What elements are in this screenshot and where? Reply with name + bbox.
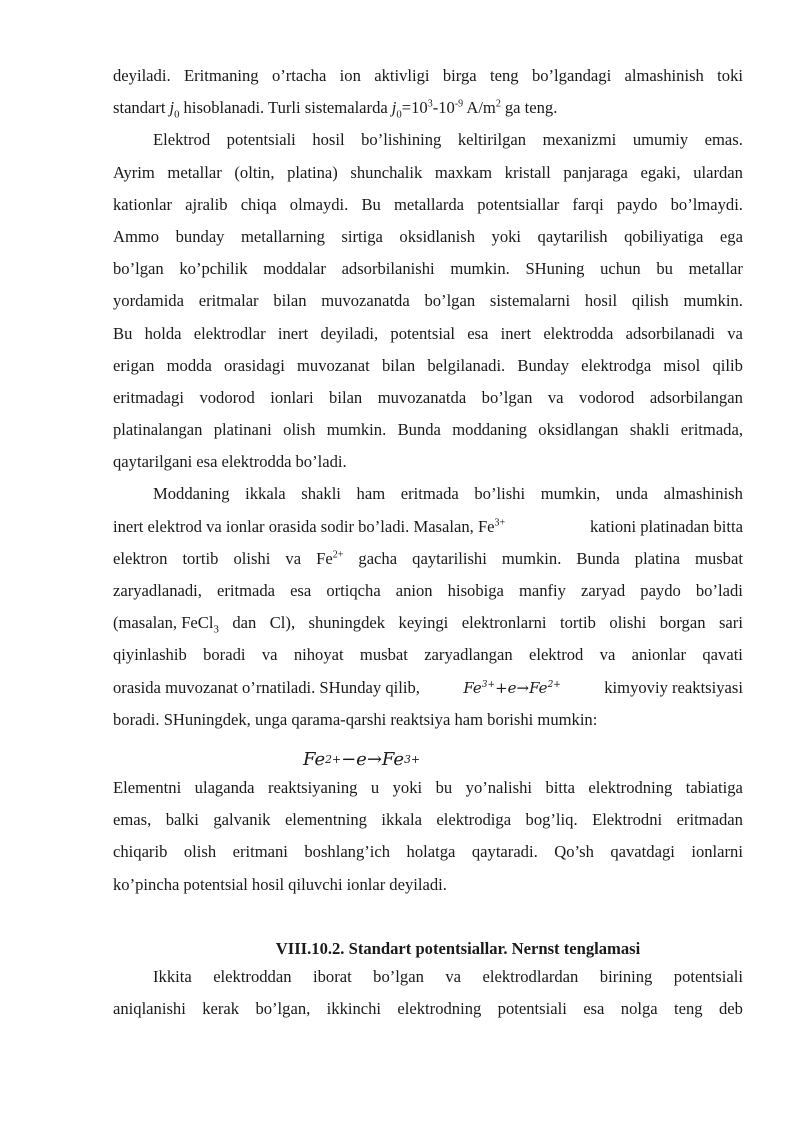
word: olmaydi. xyxy=(289,194,349,214)
word: muvozanatda xyxy=(321,291,410,311)
word: ion xyxy=(339,66,361,85)
word: elektrodning xyxy=(588,777,673,797)
word: Ayrim xyxy=(113,162,155,182)
word: nihoyat xyxy=(293,645,344,665)
word: ga teng. xyxy=(504,98,558,118)
word: misol xyxy=(663,355,701,375)
word: bo’lgan, xyxy=(255,998,311,1018)
word: Eritmaning xyxy=(183,66,259,85)
word: hosil xyxy=(251,874,285,894)
text-line xyxy=(113,581,743,613)
word: qilish xyxy=(631,291,669,311)
reaction-formula-inline: $Fe^{3+}+e\to Fe^{2+}$ xyxy=(463,678,561,697)
word: ajralib xyxy=(185,194,228,214)
word: tabiatiga xyxy=(685,777,743,797)
word: holatga xyxy=(406,842,456,862)
word: sistemalarni xyxy=(489,291,571,311)
word: bilan xyxy=(273,291,307,311)
word: bunday xyxy=(175,226,225,246)
word: elektron xyxy=(113,548,168,568)
word: Bu xyxy=(361,194,381,214)
word: elementning xyxy=(284,810,367,830)
text-line xyxy=(113,420,743,452)
word: keltirilgan xyxy=(457,130,527,150)
word: muvozanat xyxy=(296,355,370,375)
word: bo’lishining xyxy=(361,130,442,150)
section-heading: VIII.10.2. Standart potentsiallar. Nernst tenglamasi xyxy=(275,938,641,958)
word: muvozanatda xyxy=(377,387,467,407)
word: boradi xyxy=(203,645,246,665)
word: tortib xyxy=(182,548,219,568)
word: platinalangan xyxy=(113,420,203,440)
word: orasidagi xyxy=(223,355,285,375)
word: birining xyxy=(599,966,653,986)
word: ega xyxy=(719,226,743,246)
word: umumiy xyxy=(632,130,689,150)
word: potentsiali xyxy=(497,998,567,1018)
word: bog’liq. xyxy=(525,810,578,830)
word: shuningdek xyxy=(308,613,386,633)
word: sirtiga xyxy=(341,226,383,246)
word: va xyxy=(261,645,278,665)
word: belgilanadi. xyxy=(427,355,506,375)
word: emas, xyxy=(113,810,152,830)
word: Cl), xyxy=(269,613,296,633)
text-line xyxy=(113,967,743,999)
word: metallarda xyxy=(394,194,465,214)
text-line xyxy=(113,842,743,874)
word: zaryadlangan xyxy=(424,645,513,665)
word: elektrodlardan xyxy=(482,966,579,986)
word: paydo xyxy=(616,194,658,214)
word: platina) xyxy=(287,162,338,182)
text-line xyxy=(113,163,743,195)
word: olishi xyxy=(609,613,647,633)
word: qaytarilgani xyxy=(113,452,193,472)
word: esa xyxy=(196,452,218,472)
word: ionlar xyxy=(346,874,386,894)
word: aktivligi xyxy=(374,66,430,85)
text-line xyxy=(113,452,743,484)
word: ulardan xyxy=(693,162,743,182)
text-line xyxy=(113,875,743,907)
word: birga xyxy=(442,66,477,85)
word: ko’pincha xyxy=(113,874,180,894)
word: zaryadlanadi, xyxy=(113,581,202,600)
word: ikkala xyxy=(245,484,286,504)
word: vodorod xyxy=(199,387,255,407)
word: olish xyxy=(283,420,316,440)
text-line xyxy=(113,98,743,130)
text-line xyxy=(113,484,743,516)
word: chiqa xyxy=(240,194,277,214)
word: galvanik xyxy=(213,810,271,830)
word: shakli xyxy=(629,420,670,440)
fe2-ion: $Fe^{2+}$ xyxy=(316,548,344,568)
word: tortib xyxy=(559,613,596,633)
text-line xyxy=(113,517,743,549)
word: bu xyxy=(435,777,453,797)
word: qaytarilish xyxy=(537,226,608,246)
word: elektrodning xyxy=(397,998,482,1018)
word: shakli xyxy=(301,484,341,504)
reaction-formula: Fe 2+ −e→Fe 3+ xyxy=(303,749,420,771)
word: reaktsiyaning xyxy=(268,777,358,797)
word: Elektrodni xyxy=(592,810,663,830)
word: esa xyxy=(583,998,605,1018)
word: moddaning xyxy=(452,420,527,440)
word: elektronlarni xyxy=(461,613,547,633)
word: Elektrod xyxy=(153,130,211,150)
word: kerak xyxy=(202,998,240,1018)
word: paydo xyxy=(640,581,681,600)
word: potentsiali xyxy=(673,966,743,986)
word: Bu xyxy=(113,323,133,343)
text-line xyxy=(113,388,743,420)
word: yordamida xyxy=(113,291,184,311)
word: teng xyxy=(674,998,703,1018)
word: qilib xyxy=(712,355,743,375)
word: qavati xyxy=(702,645,743,665)
word: iborat xyxy=(312,966,352,986)
word: qiluvchi xyxy=(288,874,343,894)
word: almashinish xyxy=(624,66,704,85)
text-line xyxy=(113,291,743,323)
word: chiqarib xyxy=(113,842,168,862)
word: o’rtacha xyxy=(271,66,327,85)
word: kationlar xyxy=(113,194,172,214)
word: elektrodiga xyxy=(436,810,512,830)
word: bo’ladi xyxy=(695,581,743,600)
word: bo’lmaydi. xyxy=(670,194,743,214)
word: potentsiali xyxy=(226,130,296,150)
word: bo’lgan xyxy=(113,259,164,279)
text-line xyxy=(113,613,743,645)
word: ulaganda xyxy=(194,777,255,797)
word: bo’lgan xyxy=(373,966,424,986)
word: deyiladi. xyxy=(113,66,171,85)
word: musbat xyxy=(359,645,408,665)
word: inert xyxy=(277,323,309,343)
word: eritmada xyxy=(216,581,276,600)
word: kationi platinadan bitta xyxy=(590,516,743,536)
word: ikkala xyxy=(381,810,422,830)
word: egaki, xyxy=(640,162,681,182)
word: bu xyxy=(656,259,673,279)
fecl3-text: (masalan, FeCl$_3$ xyxy=(113,613,219,636)
word: adsorbilangan xyxy=(649,387,743,407)
word: keyingi xyxy=(398,613,449,633)
word: adsorbilanadi xyxy=(625,323,715,343)
text-line xyxy=(113,778,743,810)
word: va xyxy=(599,645,616,665)
word: vodorod xyxy=(579,387,635,407)
word: hisoblanadi. Turli sistemalarda xyxy=(183,98,388,118)
word: oksidlangan xyxy=(538,420,619,440)
word: hosil xyxy=(584,291,618,311)
word: Qo’sh xyxy=(554,842,594,862)
word: Ammo xyxy=(113,226,160,246)
text-line xyxy=(113,645,743,677)
word: dan xyxy=(232,613,257,633)
j0-range: $j_0=10^3-10^{-9}$ $A/m^2$ xyxy=(391,98,501,121)
word: bilan xyxy=(329,387,363,407)
word: elektroddan xyxy=(213,966,292,986)
word: erigan xyxy=(113,355,155,375)
word: metallarning xyxy=(241,226,325,246)
word: sari xyxy=(718,613,743,633)
text-line xyxy=(113,810,743,842)
word: deb xyxy=(718,998,743,1018)
word: eritmadan xyxy=(676,810,743,830)
text-line xyxy=(113,678,743,710)
word: farqi xyxy=(572,194,604,214)
word: mumkin. xyxy=(326,420,387,440)
word: Moddaning xyxy=(153,484,230,504)
text-line xyxy=(113,259,743,291)
word: manfiy xyxy=(518,581,566,600)
word: potentsial xyxy=(183,874,248,894)
word: potentsiallar xyxy=(477,194,560,214)
word: bilan xyxy=(381,355,416,375)
word: Bunday xyxy=(517,355,569,375)
word: hisobiga xyxy=(447,581,504,600)
word: deyiladi, xyxy=(320,323,379,343)
word: olishi xyxy=(233,548,271,568)
word: elektrod xyxy=(528,645,584,665)
text-line xyxy=(113,999,743,1031)
word: Bunda xyxy=(397,420,441,440)
fe3-text: inert elektrod va ionlar orasida sodir bo’ladi. Masalan, $Fe^{3+}$ xyxy=(113,516,506,536)
word: ionlari xyxy=(270,387,314,407)
word: mumkin. xyxy=(683,291,743,311)
word: kimyoviy reaktsiyasi xyxy=(604,677,743,697)
word: hosil xyxy=(312,130,345,150)
word: eritmalar xyxy=(198,291,259,311)
j0-symbol: $j_0$ xyxy=(169,98,180,121)
word: va xyxy=(727,323,743,343)
word: Elementni xyxy=(113,777,182,797)
word: (oltin, xyxy=(234,162,275,182)
word: bitta xyxy=(545,777,575,797)
word: va xyxy=(285,548,302,568)
word: eritmani xyxy=(232,842,288,862)
text-line xyxy=(113,66,743,98)
word: SHuning xyxy=(525,259,585,279)
word: olish xyxy=(183,842,217,862)
text-line xyxy=(113,195,743,227)
word: va xyxy=(445,966,462,986)
word: maxkam xyxy=(434,162,493,182)
word: kristall xyxy=(504,162,551,182)
word: ham xyxy=(356,484,386,504)
document-page xyxy=(113,66,743,1031)
word: inert xyxy=(500,323,532,343)
text-line xyxy=(113,324,743,356)
text-line xyxy=(113,549,743,581)
text-line xyxy=(113,227,743,259)
word: bo’lgandagi xyxy=(531,66,612,85)
word: borgan xyxy=(659,613,706,633)
word: qiyinlashib xyxy=(113,645,187,665)
word: ortiqcha xyxy=(326,581,381,600)
word: musbat xyxy=(695,548,743,568)
word: bo’lishi xyxy=(474,484,526,504)
word: oksidlanish xyxy=(399,226,475,246)
word: bo’ladi. xyxy=(295,452,347,472)
word: adsorbilanishi xyxy=(341,259,435,279)
word: esa xyxy=(290,581,312,600)
word: shunchalik xyxy=(350,162,423,182)
word: toki xyxy=(717,66,743,85)
word: elektrodda xyxy=(221,452,292,472)
word: panjaraga xyxy=(563,162,628,182)
word: ionlarni xyxy=(691,842,743,862)
word: mumkin. xyxy=(450,259,510,279)
word: holda xyxy=(144,323,182,343)
word: moddalar xyxy=(263,259,326,279)
word: nolga xyxy=(620,998,658,1018)
word: Bunda xyxy=(576,548,620,568)
word: platinani xyxy=(213,420,272,440)
word: ko’pchilik xyxy=(179,259,248,279)
word: u xyxy=(370,777,380,797)
word: anionlar xyxy=(631,645,687,665)
word: modda xyxy=(166,355,212,375)
word: unda xyxy=(615,484,649,504)
word: standart xyxy=(113,98,166,118)
word: qaytarilishi xyxy=(412,548,487,568)
word: eritmadagi xyxy=(113,387,184,407)
text-line xyxy=(113,710,743,742)
word: potentsial xyxy=(390,323,455,343)
word: boshlang’ich xyxy=(304,842,391,862)
word: elektrodda xyxy=(543,323,614,343)
word: elektrodlar xyxy=(193,323,266,343)
word: Ikkita xyxy=(153,966,192,986)
word: bo’lgan xyxy=(481,387,533,407)
word: deyiladi. xyxy=(389,874,447,894)
word: boradi. SHuningdek, unga qarama-qarshi reaktsiya ham borishi mumkin: xyxy=(113,709,598,729)
word: uchun xyxy=(600,259,641,279)
word: eritmada, xyxy=(680,420,743,440)
word: gacha xyxy=(358,548,398,568)
text-line xyxy=(113,130,743,162)
word: va xyxy=(547,387,564,407)
word: eritmada xyxy=(400,484,459,504)
word: elektrodga xyxy=(581,355,652,375)
word: qaytaradi. xyxy=(471,842,538,862)
word: yoki xyxy=(392,777,423,797)
word: almashinish xyxy=(663,484,743,504)
word: balki xyxy=(165,810,199,830)
word: orasida muvozanat o’rnatiladi. SHunday qilib, xyxy=(113,677,420,697)
word: yo’nalishi xyxy=(465,777,533,797)
word: emas. xyxy=(704,130,743,150)
word: platina xyxy=(634,548,680,568)
word: zaryad xyxy=(581,581,626,600)
word: aniqlanishi xyxy=(113,998,186,1018)
word: mumkin, xyxy=(540,484,601,504)
word: yoki xyxy=(491,226,522,246)
word: metallar xyxy=(167,162,222,182)
text-line xyxy=(113,356,743,388)
word: qobiliyatiga xyxy=(624,226,704,246)
word: bo’lgan xyxy=(424,291,476,311)
word: mumkin. xyxy=(501,548,562,568)
word: anion xyxy=(395,581,433,600)
word: esa xyxy=(467,323,489,343)
word: mexanizmi xyxy=(542,130,617,150)
word: metallar xyxy=(688,259,743,279)
word: ikkinchi xyxy=(326,998,382,1018)
word: teng xyxy=(490,66,519,85)
word: qavatdagi xyxy=(610,842,675,862)
